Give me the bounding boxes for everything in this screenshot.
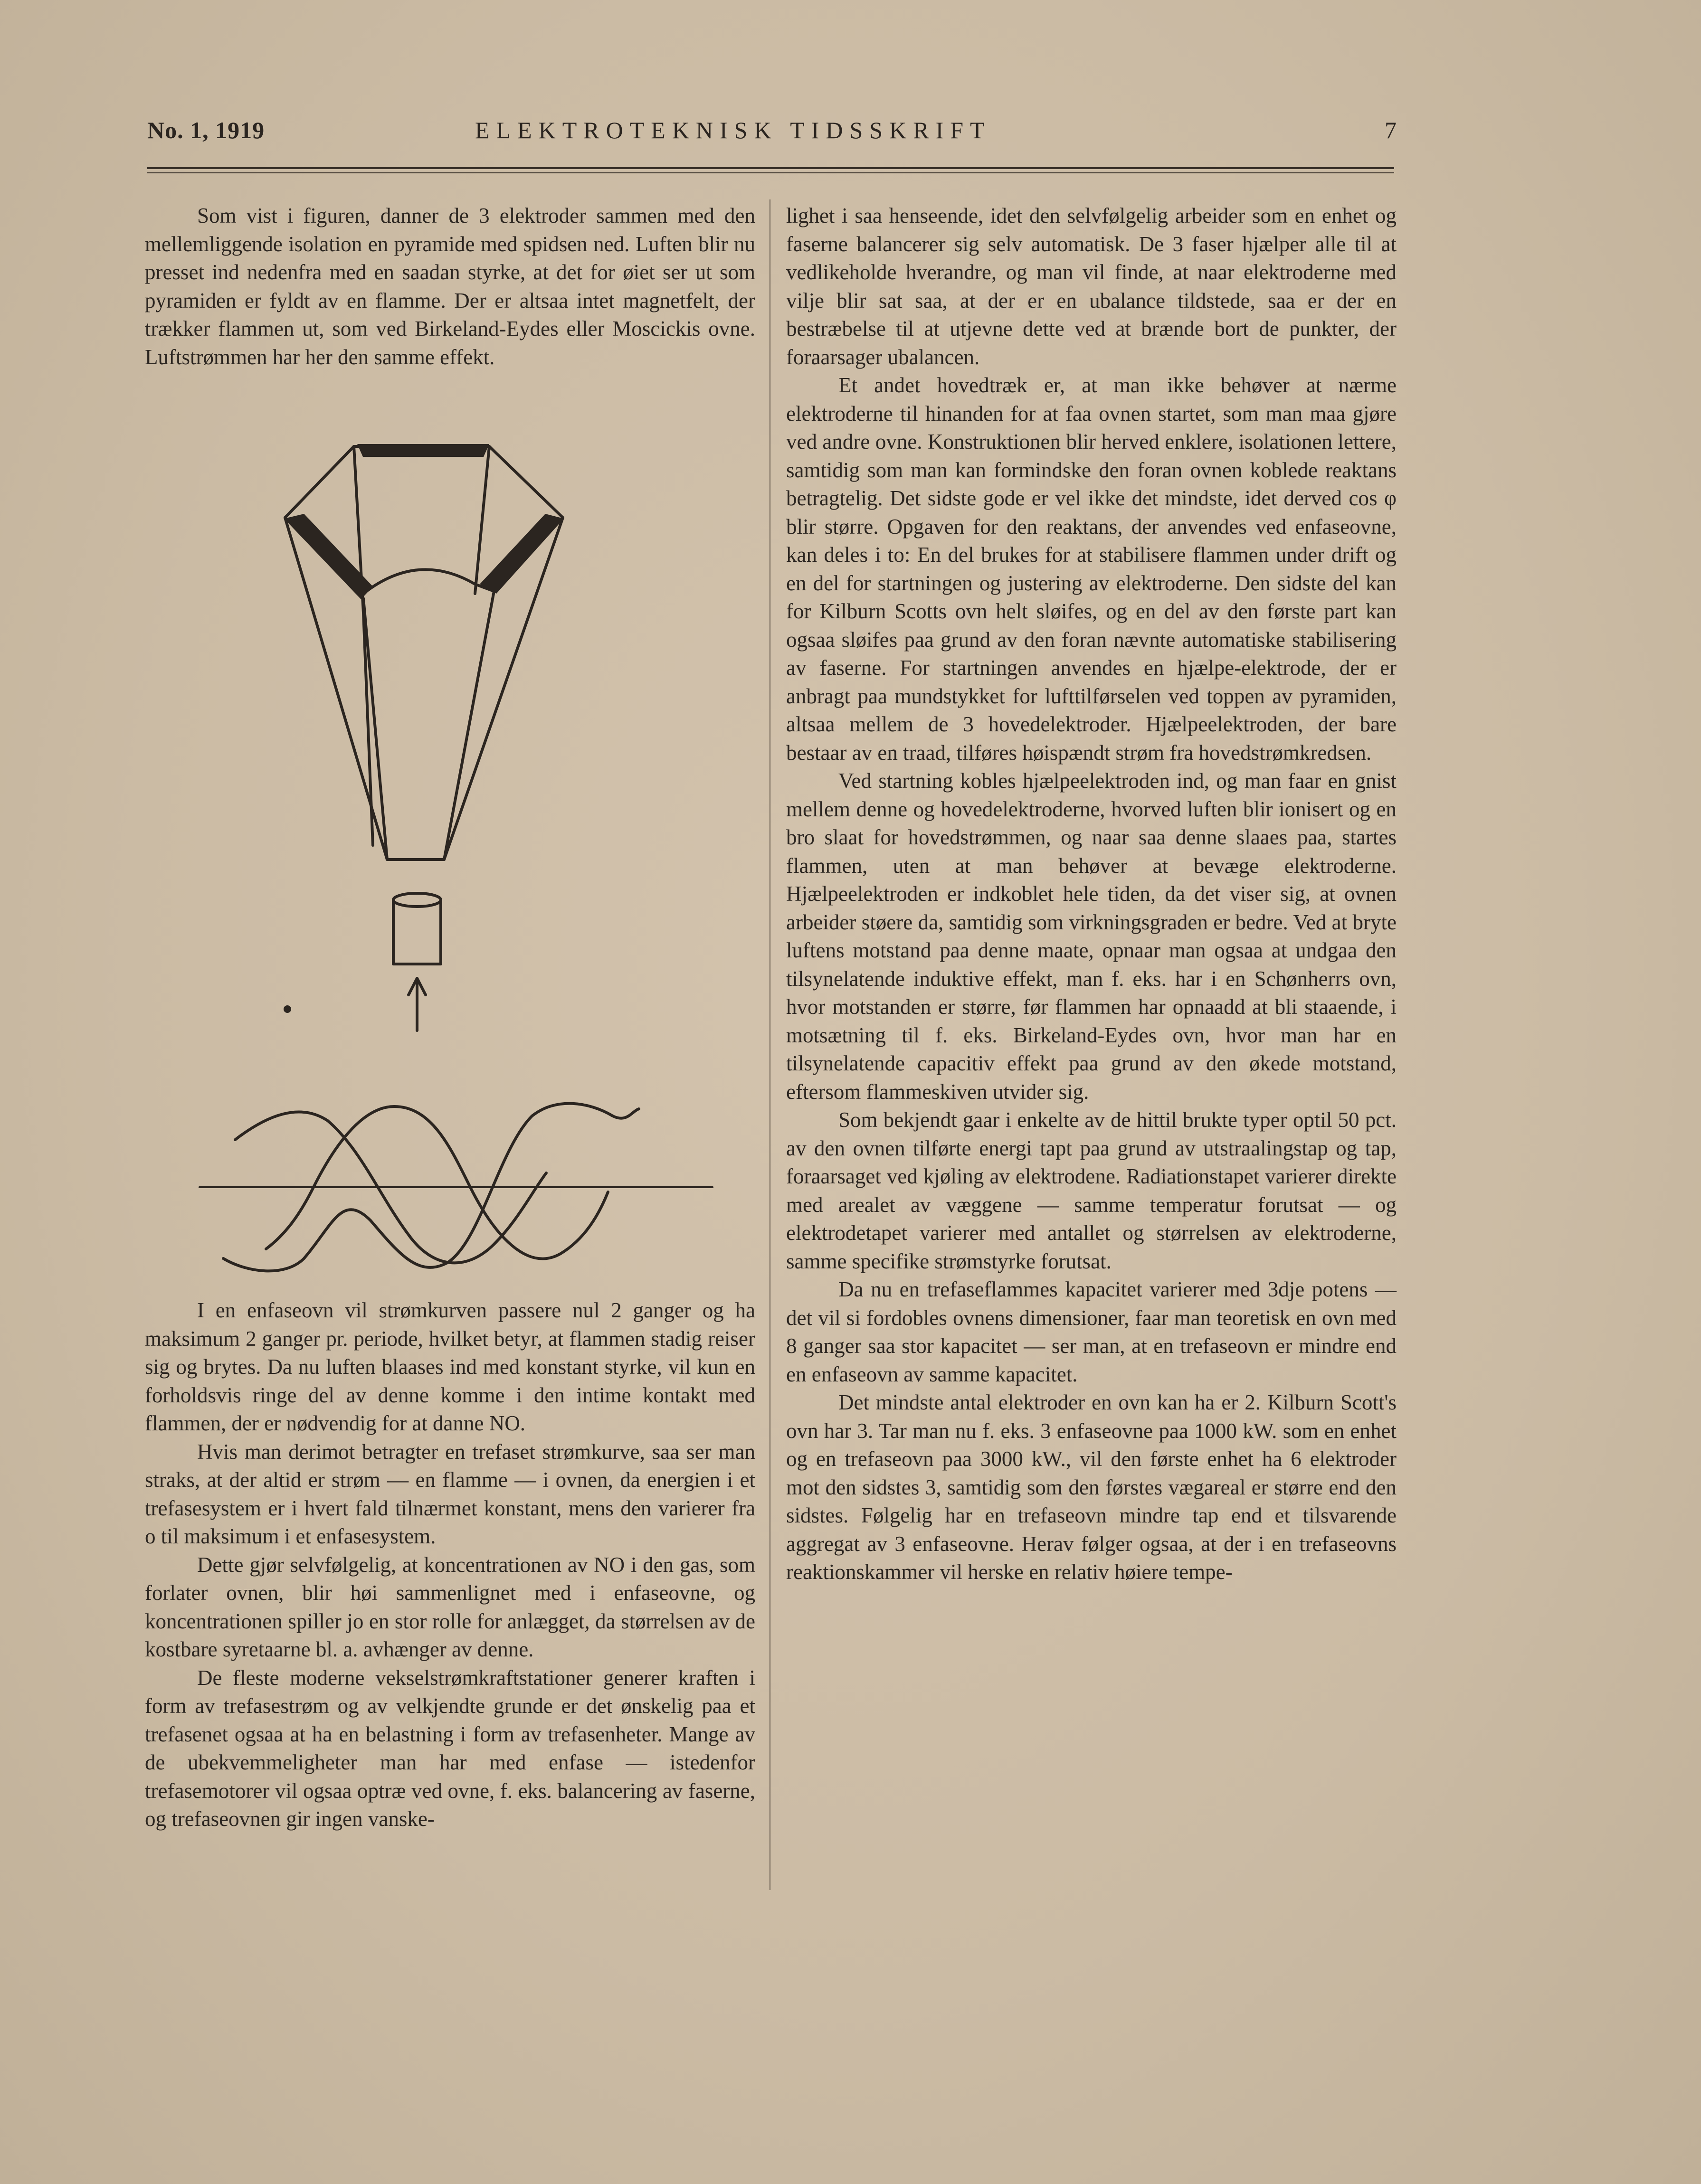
paragraph: Et andet hovedtræk er, at man ikke behøver at nærme elektroderne til hinanden for at faa ovnen startet, som man maa gjøre ved andre ovne. Konstruktionen blir herved enklere, isolationen lettere, samtidig som man kan formindske den foran ovnen koblede reaktans betragtelig. Det sidste gode er vel ikke det mindste, idet derved cos φ blir større. Opgaven for den reaktans, der anvendes ved enfaseovne, kan deles i to: En del brukes for at stabilisere flammen under drift og en del for startningen og justering av elektroderne. Den sidste del kan for Kilburn Scotts ovn helt sløifes, og en del av den første part kan ogsaa sløifes paa grund av den foran nævnte automatiske stabilisering av faserne. For startningen anvendes en hjælpe-elektrode, der er anbragt paa mundstykket for lufttilførselen ved toppen av pyramiden, altsaa mellem de 3 hovedelektroder. Hjælpeelektroden, der bare bestaar av en traad, tilføres høispændt strøm fra hovedstrømkredsen. bbox=[786, 373, 1397, 765]
pyramid-edge bbox=[475, 446, 489, 594]
pyramid-edge bbox=[444, 591, 494, 860]
paragraph: Da nu en trefaseflammes kapacitet varierer med 3dje potens — det vil si fordobles ovnens dimensioner, faar man teoretisk en ovn med 8 ganger saa stor kapacitet — ser man, at en trefaseovn er mindre end en enfaseovn av samme kapacitet. bbox=[786, 1277, 1397, 1386]
header-rule-thick bbox=[147, 167, 1394, 169]
air-nozzle-top bbox=[393, 893, 441, 907]
header-rule-thin bbox=[147, 172, 1394, 173]
paragraph: lighet i saa henseende, idet den selvfølgelig arbeider som en enhet og faserne balancerer sig selv automatisk. De 3 faser hjælper alle til at vedlikeholde hverandre, og man vil finde, at naar elektroderne med vilje blir sat saa, at der er en ubalance tildstede, saa er der en bestræbelse til at utjevne dette ved at brænde bort de punkter, der foraarsager ubalancen. bbox=[786, 204, 1397, 369]
paragraph: Det mindste antal elektroder en ovn kan ha er 2. Kilburn Scott's ovn har 3. Tar man nu f. eks. 3 enfaseovne paa 1000 kW. som en enhet og en trefaseovn paa 3000 kW., vil den første enhet ha 6 elektroder mot den sidstes 3, samtidig som den førstes vægareal er større end den sidstes. Følgelig har en trefaseovn mindre tap end et tilsvarende aggregat av 3 enfaseovne. Herav følger ogsaa, at der i en trefaseovns reaktionskammer vil herske en relativ høiere tempe- bbox=[786, 1390, 1397, 1584]
left-column-bottom bbox=[145, 1296, 755, 1834]
page-number: 7 bbox=[1385, 117, 1397, 143]
left-column-top bbox=[145, 202, 755, 371]
pyramid-top-outline bbox=[285, 446, 563, 518]
paragraph: Som bekjendt gaar i enkelte av de hittil brukte typer optil 50 pct. av den ovnen tilførte energi tapt paa grund av utstraalingstap og tap, foraarsaget ved kjøling av elektrodene. Radiationstapet varierer direkte med arealet av væggene — samme temperatur forutsat — og elektrodetapet varierer med antallet og størrelsen av elektroderne, samme specifike strømstyrke forutsat. bbox=[786, 1108, 1397, 1273]
paragraph: De fleste moderne vekselstrømkraftstationer generer kraften i form av trefasestrøm og av velkjendte grunde er det ønskelig paa et trefasenet ogsaa at ha en belastning i form av trefasenheter. Mange av de ubekvemmeligheter man har med enfase — istedenfor trefasemotorer vil ogsaa optræ ved ovne, f. eks. balancering av faserne, og trefaseovnen gir ingen vanske- bbox=[145, 1665, 755, 1831]
electrode bbox=[357, 444, 489, 457]
phase-curve bbox=[266, 1106, 608, 1259]
issue-date: No. 1, 1919 bbox=[147, 117, 265, 143]
paragraph: Ved startning kobles hjælpeelektroden ind, og man faar en gnist mellem denne og hovedelektroderne, hvorved luften blir ionisert og en bro slaat for hovedstrømmen, og naar saa denne slaaes paa, startes flammen, uten at man behøver at bevæge elektroderne. Hjælpeelektroden er indkoblet hele tiden, da det viser sig, at ovnen arbeider støere da, samtidig som virkningsgraden er bedre. Ved at bryte luftens motstand paa denne maate, opnaar man ogsaa at undgaa den tilsynelatende induktive effekt, man f. eks. har i en Schønherrs ovn, hvor motstanden er større, før flammen har opnaadd at bli staaende, i motsætning til f. eks. Birkeland-Eydes ovn, hvor man har en tilsynelatende capacitiv effekt paa grund av den økede motstand, eftersom flammeskiven utvider sig. bbox=[786, 769, 1397, 1104]
paragraph: Som vist i figuren, danner de 3 elektroder sammen med den mellemliggende isolation en pyramide med spidsen ned. Luften blir nu presset ind nedenfra med en saadan styrke, at det for øiet ser ut som pyramiden er fyldt av en flamme. Der er altsaa intet magnetfelt, der trækker flammen ut, som ved Birkeland-Eydes eller Moscickis ovne. Luftstrømmen har her den samme effekt. bbox=[145, 204, 755, 369]
paragraph: Dette gjør selvfølgelig, at koncentrationen av NO i den gas, som forlater ovnen, blir høi sammenlignet med i enfaseovne, og koncentrationen spiller jo en stor rolle for anlægget, da størrelsen av de kostbare syretaarne bl. a. avhænger av denne. bbox=[145, 1552, 755, 1661]
right-column bbox=[786, 202, 1397, 1587]
journal-title: ELEKTROTEKNISK TIDSSKRIFT bbox=[475, 117, 991, 143]
electrode-pyramid-figure bbox=[190, 427, 727, 1287]
running-header bbox=[147, 116, 1397, 154]
speck bbox=[284, 1005, 291, 1013]
air-nozzle-body bbox=[393, 900, 441, 964]
paragraph: I en enfaseovn vil strømkurven passere nul 2 ganger og ha maksimum 2 ganger pr. periode, hvilket betyr, at flammen stadig reiser sig og brytes. Da nu luften blaases ind med konstant styrke, vil kun en forholdsvis ringe del av denne komme i den intime kontakt med flammen, der er nødvendig for at danne NO. bbox=[145, 1298, 755, 1435]
paragraph: Hvis man derimot betragter en trefaset strømkurve, saa ser man straks, at der altid er strøm — en flamme — i ovnen, da energien i et trefasesystem er i hvert fald tilnærmet konstant, mens den varierer fra o til maksimum i et enfasesystem. bbox=[145, 1439, 755, 1548]
